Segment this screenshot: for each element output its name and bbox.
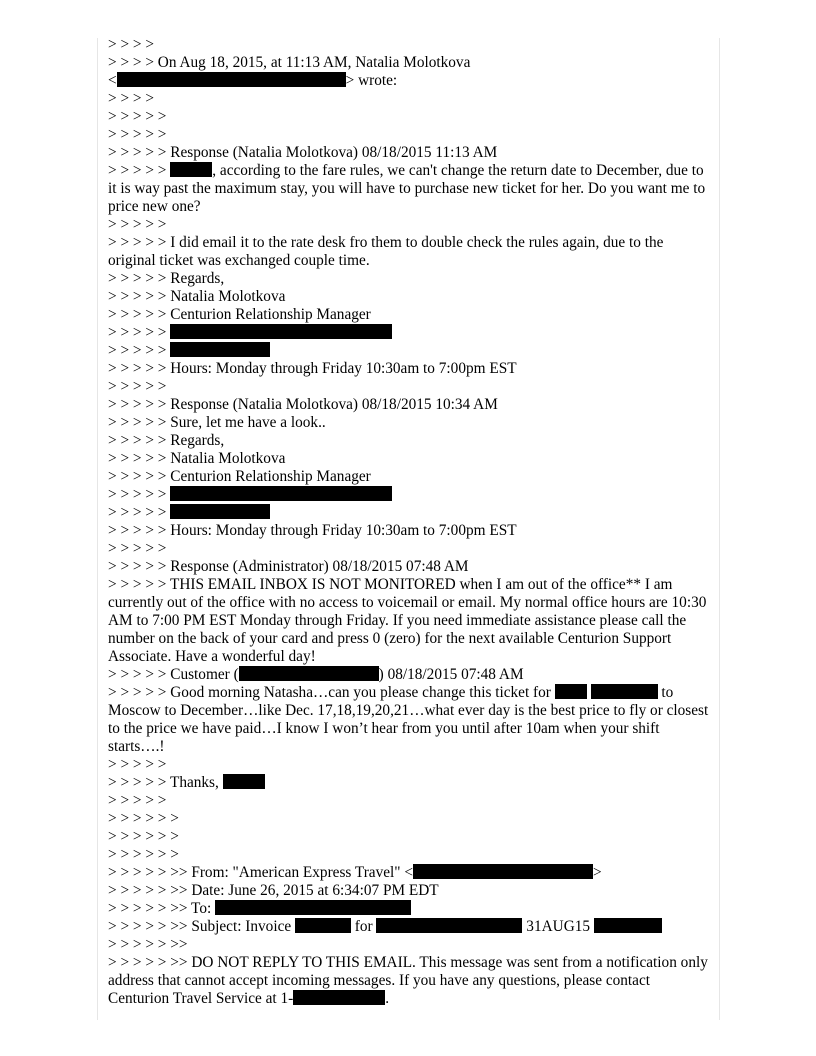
signature-line: > > > > > Hours: Monday through Friday 10:30am to 7:00pm EST xyxy=(108,522,517,539)
signature-line xyxy=(108,342,712,360)
redaction-block xyxy=(215,900,411,915)
from-header xyxy=(108,864,712,882)
subject-header xyxy=(108,918,712,936)
quote-line: > > > > > xyxy=(108,216,167,233)
quote-line: > > > > > > xyxy=(108,828,179,845)
redaction-block xyxy=(239,666,379,681)
quote-line: > > > > > xyxy=(108,378,167,395)
email-thread-document xyxy=(108,36,712,1008)
text-segment: > > > > > xyxy=(108,504,171,521)
message-paragraph xyxy=(108,684,712,756)
signature-line: > > > > > Regards, xyxy=(108,270,225,287)
signature-line: > > > > > Natalia Molotkova xyxy=(108,450,286,467)
sender-email-line xyxy=(108,72,712,90)
page-border-right xyxy=(719,38,720,1020)
redaction-block xyxy=(376,918,522,933)
text-segment: > wrote: xyxy=(345,72,398,89)
redaction-block xyxy=(555,684,587,699)
quote-line: > > > > > > xyxy=(108,810,179,827)
to-header xyxy=(108,900,712,918)
text-segment: > > > > > >> To: xyxy=(108,900,216,917)
quote-header-line: > > > > On Aug 18, 2015, at 11:13 AM, Natalia Molotkova xyxy=(108,54,471,71)
signoff-line xyxy=(108,774,712,792)
signature-line: > > > > > Hours: Monday through Friday 10:30am to 7:00pm EST xyxy=(108,360,517,377)
redaction-block xyxy=(591,684,658,699)
redaction-block xyxy=(117,72,346,87)
text-segment: > > > > > >> From: "American Express Travel" < xyxy=(108,864,413,881)
text-segment: for xyxy=(350,918,377,935)
text-segment: ) 08/18/2015 07:48 AM xyxy=(378,666,524,683)
redaction-block xyxy=(170,504,270,519)
signature-line: > > > > > Regards, xyxy=(108,432,225,449)
quote-line: > > > > > xyxy=(108,540,167,557)
signature-line: > > > > > Natalia Molotkova xyxy=(108,288,286,305)
text-segment: > > > > > Thanks, xyxy=(108,774,223,791)
text-segment: > > > > > Good morning Natasha…can you please change this ticket for xyxy=(108,684,555,701)
redaction-block xyxy=(295,918,351,933)
message-paragraph: > > > > > I did email it to the rate desk fro them to double check the rules again, due to the original ticket was exchanged couple time. xyxy=(108,234,668,269)
text-segment: < xyxy=(108,72,117,89)
quote-line: > > > > xyxy=(108,36,154,53)
quote-line: > > > > > xyxy=(108,792,167,809)
response-header: > > > > > Response (Natalia Molotkova) 08/18/2015 11:13 AM xyxy=(108,144,498,161)
response-header: > > > > > Response (Natalia Molotkova) 08/18/2015 10:34 AM xyxy=(108,396,498,413)
message-paragraph xyxy=(108,954,712,1008)
response-header: > > > > > Response (Administrator) 08/18/2015 07:48 AM xyxy=(108,558,469,575)
text-segment: > > > > > xyxy=(108,486,171,503)
text-segment: > > > > > Customer ( xyxy=(108,666,239,683)
redaction-block xyxy=(293,990,385,1005)
message-paragraph: > > > > > Sure, let me have a look.. xyxy=(108,414,326,431)
quote-line: > > > > > xyxy=(108,108,167,125)
signature-line: > > > > > Centurion Relationship Manager xyxy=(108,306,371,323)
quote-line: > > > > xyxy=(108,90,154,107)
customer-header xyxy=(108,666,712,684)
signature-line xyxy=(108,504,712,522)
text-segment: > > > > > >> Subject: Invoice xyxy=(108,918,295,935)
quote-line: > > > > > > xyxy=(108,846,179,863)
redaction-block xyxy=(170,162,212,177)
text-segment: > xyxy=(592,864,602,881)
signature-line xyxy=(108,486,712,504)
text-segment: 31AUG15 xyxy=(522,918,594,935)
text-segment: to Moscow to December…like Dec. 17,18,19,20,21…what ever day is the best price to fly or closest to the price we have paid…I know I won’t hear from you until after 10am when your shift starts….! xyxy=(108,684,713,755)
message-paragraph: > > > > > THIS EMAIL INBOX IS NOT MONITORED when I am out of the office** I am currently out of the office with no access to voicemail or email. My normal office hours are 10:30 AM to 7:00 PM EST Monday through Friday. If you need immediate assistance please call the number on the back of your card and press 0 (zero) for the next available Centurion Support Associate. Have a wonderful day! xyxy=(108,576,710,665)
text-segment: . xyxy=(385,990,390,1007)
quote-line: > > > > > xyxy=(108,756,167,773)
text-segment: > > > > > xyxy=(108,324,171,341)
text-segment: > > > > > xyxy=(108,162,171,179)
quote-line: > > > > > xyxy=(108,126,167,143)
redaction-block xyxy=(170,342,270,357)
page-border-left xyxy=(97,38,98,1020)
quote-line: > > > > > >> xyxy=(108,936,188,953)
text-segment: > > > > > >> DO NOT REPLY TO THIS EMAIL. This message was sent from a notification only address that cannot accept incoming messages. If you have any questions, please contact Centurion Travel Service at 1- xyxy=(108,954,712,1007)
text-segment: > > > > > xyxy=(108,342,171,359)
message-paragraph xyxy=(108,162,712,216)
text-segment: , according to the fare rules, we can't change the return date to December, due to it is way past the maximum stay, you will have to purchase new ticket for her. Do you want me to price new one? xyxy=(108,162,709,215)
signature-line xyxy=(108,324,712,342)
redaction-block xyxy=(170,324,392,339)
redaction-block xyxy=(594,918,662,933)
redaction-block xyxy=(413,864,593,879)
redaction-block xyxy=(223,774,265,789)
date-header: > > > > > >> Date: June 26, 2015 at 6:34:07 PM EDT xyxy=(108,882,439,899)
signature-line: > > > > > Centurion Relationship Manager xyxy=(108,468,371,485)
redaction-block xyxy=(170,486,392,501)
